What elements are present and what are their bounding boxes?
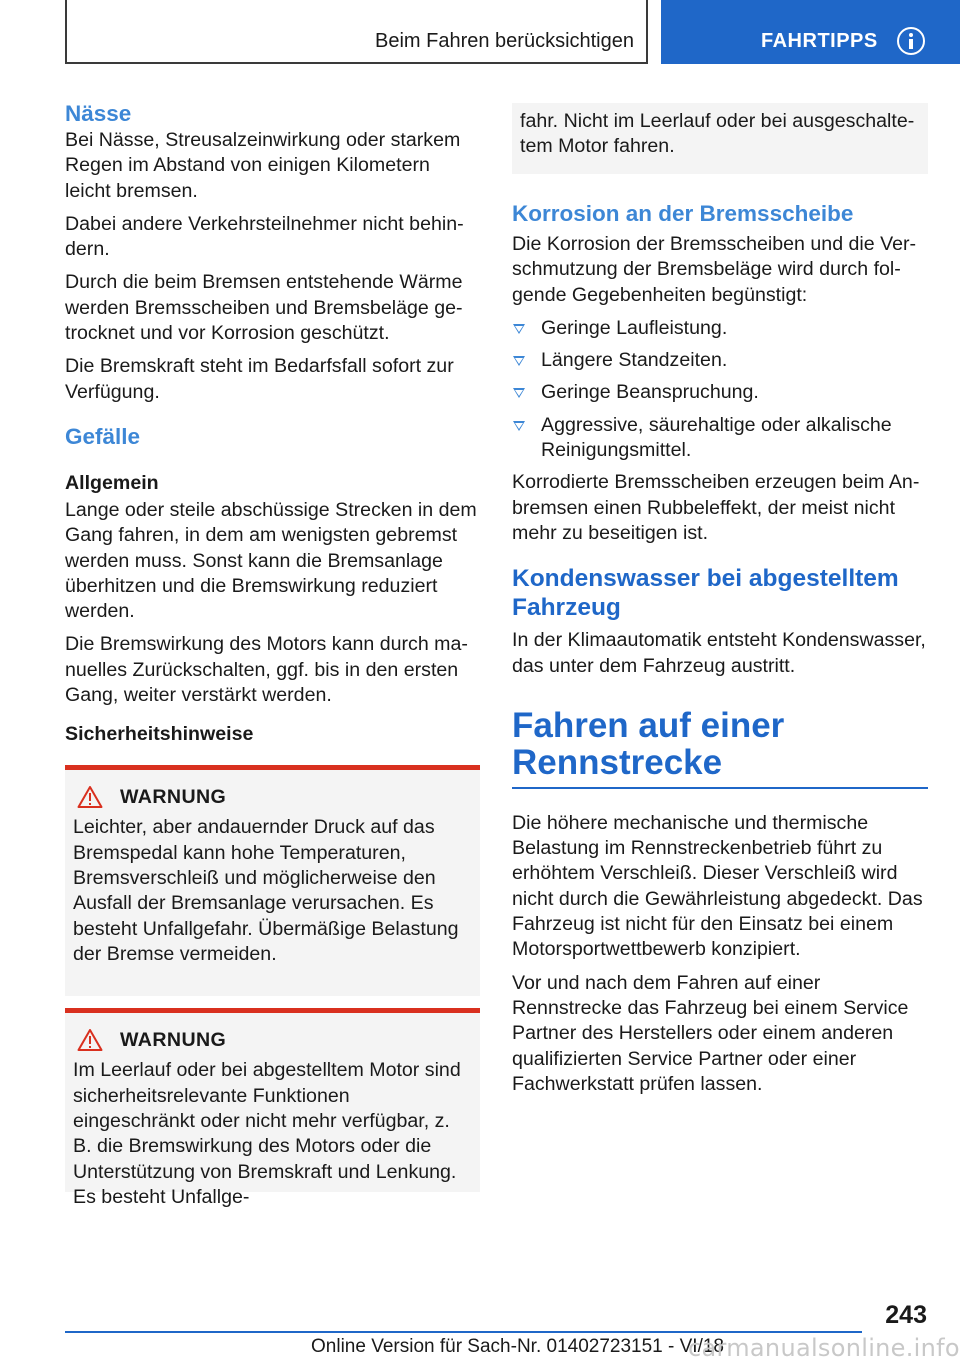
paragraph: Lange oder steile abschüssige Strecken in dem Gang fahren, in dem am wenigsten gebremst werden muss. Sonst kann die Bremsanlage überhitzen und die Bremswirkung reduziert werden.	[65, 498, 477, 623]
list-item	[512, 348, 928, 373]
paragraph: Vor und nach dem Fahren auf einer Rennstrecke das Fahrzeug bei einem Service Partner des Herstellers oder einem anderen qualifizierten Service Partner oder einer Fachwerkstatt prüfen lassen.	[512, 971, 909, 1095]
list-item-text: Geringe Laufleistung.	[541, 316, 728, 339]
footer-divider	[65, 1331, 862, 1333]
warning-box-2	[65, 1008, 480, 1208]
footer-online-version: Online Version für Sach-Nr. 01402723151 - VI/18	[311, 1336, 724, 1357]
header-chapter-tab[interactable]	[661, 0, 960, 64]
paragraph: Dabei andere Verkehrsteilnehmer nicht behindern.	[65, 212, 464, 261]
paragraph: Die höhere mechanische und thermische Belastung im Rennstreckenbetrieb führt zu erhöhtem Verschleiß. Dieser Verschleiß wird nicht durch die Gewährleistung abgedeckt. Das Fahrzeug ist nicht für den Einsatz bei einem Motorsportwettbewerb konzipiert.	[512, 811, 923, 961]
list-item-text: Geringe Beanspruchung.	[541, 381, 759, 404]
bullet-triangle-icon	[513, 356, 525, 366]
condition-list	[512, 316, 928, 463]
warning-title: WARNUNG	[120, 1028, 227, 1051]
paragraph: Die Bremskraft steht im Bedarfsfall sofort zur Verfügung.	[65, 355, 454, 403]
heading-naesse: Nässe	[65, 101, 132, 126]
list-item-text: Längere Standzeiten.	[541, 349, 728, 372]
paragraph: Die Korrosion der Bremsscheiben und die Verschmutzung der Bremsbeläge wird durch folgende Gegebenheiten begünstigt:	[512, 233, 917, 306]
list-item	[512, 413, 928, 464]
warning-header	[73, 784, 472, 810]
header-section-box	[65, 0, 648, 64]
warning-triangle-icon	[77, 785, 103, 809]
info-circle-icon[interactable]	[897, 27, 925, 55]
warning-triangle-icon	[77, 1028, 103, 1052]
list-item	[512, 380, 928, 405]
warning-text: Im Leerlauf oder bei abgestelltem Motor sind sicherheitsrelevante Funktionen eingeschränkt oder nicht mehr verfügbar, z. B. die Bremswirkung des Motors oder die Unterstützung von Bremskraft und Lenkung. Es besteht Unfallge-	[73, 1059, 461, 1208]
subheading-sicherheitshinweise: Sicherheitshinweise	[65, 723, 254, 746]
heading-korrosion: Korrosion an der Bremsscheibe	[512, 201, 854, 226]
left-column	[65, 100, 480, 1208]
right-column	[512, 103, 928, 1105]
warning-text: Leichter, aber andauernder Druck auf das Bremspedal kann hohe Temperaturen, Bremsverschleiß und möglicherweise den Ausfall der Bremsanlage verursachen. Es besteht Unfallgefahr. Übermäßige Belastung der Bremse vermeiden.	[73, 816, 459, 965]
heading-kondenswasser: Kondenswasser bei abgestelltem Fahrzeug	[512, 565, 899, 622]
warning-box-2-continued	[512, 103, 928, 174]
header-section-label: Beim Fahren berücksichtigen	[374, 30, 634, 52]
header-chapter-label: FAHRTIPPS	[761, 30, 878, 52]
paragraph: Die Bremswirkung des Motors kann durch manuelles Zurückschalten, ggf. bis in den ersten Gang, weiter verstärkt werden.	[65, 633, 468, 707]
paragraph: Durch die beim Bremsen entstehende Wärme werden Bremsscheiben und Bremsbeläge getrocknet und vor Korrosion geschützt.	[65, 271, 463, 345]
subheading-allgemein: Allgemein	[65, 471, 159, 494]
list-item	[512, 316, 928, 341]
watermark: carmanualsonline.info	[688, 1334, 960, 1362]
page-number: 243	[885, 1301, 927, 1329]
warning-text: fahr. Nicht im Leerlauf oder bei ausgeschaltetem Motor fahren.	[520, 110, 915, 158]
heading-gefaelle: Gefälle	[65, 423, 141, 449]
bullet-triangle-icon	[513, 421, 525, 431]
paragraph: Korrodierte Bremsscheiben erzeugen beim Anbremsen einen Rubbeleffekt, der meist nicht mehr zu beseitigen ist.	[512, 471, 920, 544]
paragraph: In der Klimaautomatik entsteht Kondenswasser, das unter dem Fahrzeug austritt.	[512, 629, 926, 677]
paragraph: Bei Nässe, Streusalzeinwirkung oder starkem Regen im Abstand von einigen Kilometern leicht bremsen.	[65, 129, 461, 202]
bullet-triangle-icon	[513, 388, 525, 398]
warning-header	[73, 1027, 472, 1053]
chapter-heading-rennstrecke: Fahren auf einer Rennstrecke	[512, 707, 928, 789]
warning-title: WARNUNG	[120, 785, 227, 808]
list-item-text: Aggressive, säurehaltige oder alkalische Reinigungsmittel.	[541, 413, 892, 462]
warning-box-1	[65, 765, 480, 996]
bullet-triangle-icon	[513, 324, 525, 334]
